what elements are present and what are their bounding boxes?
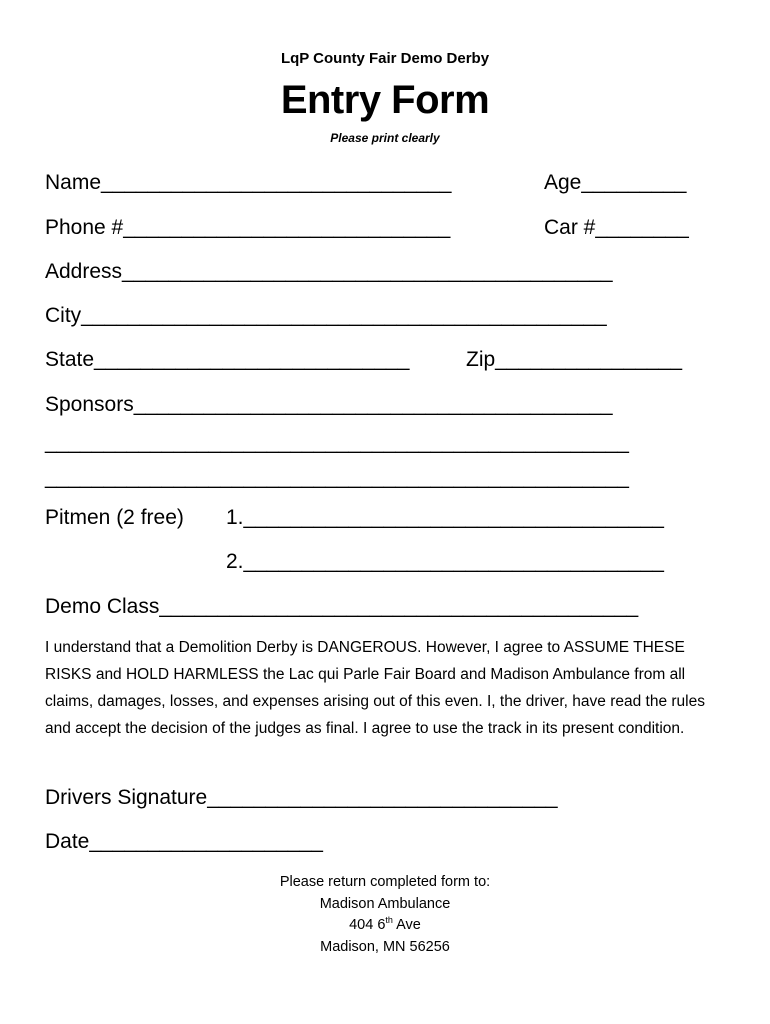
event-name: LqP County Fair Demo Derby xyxy=(280,50,490,67)
footer-street: 404 6th Ave xyxy=(349,915,421,933)
pitmen-label: Pitmen (2 free) xyxy=(45,506,184,529)
car-number-field[interactable]: Car #________ xyxy=(544,216,689,239)
form-title: Entry Form xyxy=(280,78,490,122)
city-field[interactable]: City_____________________________________________ xyxy=(45,304,607,327)
pitman-1-field[interactable]: 1.____________________________________ xyxy=(226,506,664,529)
address-field[interactable]: Address__________________________________________ xyxy=(45,260,613,283)
sponsors-line-2[interactable]: __________________________________________________ xyxy=(45,431,629,454)
state-field[interactable]: State___________________________ xyxy=(45,348,410,371)
name-field[interactable]: Name______________________________ xyxy=(45,171,452,194)
footer-instruction: Please return completed form to: xyxy=(279,874,491,890)
footer-city: Madison, MN 56256 xyxy=(320,939,450,955)
waiver-text: I understand that a Demolition Derby is DANGEROUS. However, I agree to ASSUME THESE RISKS and HOLD HARMLESS the Lac qui Parle Fair Board and Madison Ambulance from all claims, damages, losses, and expenses arising out of this even. I, the driver, have read the rules and accept the decision of the judges as final. I agree to use the track in its present condition. xyxy=(45,639,705,737)
phone-field[interactable]: Phone #____________________________ xyxy=(45,216,451,239)
sponsors-field[interactable]: Sponsors_________________________________________ xyxy=(45,393,613,416)
date-field[interactable]: Date____________________ xyxy=(45,830,323,853)
sponsors-line-3[interactable]: __________________________________________________ xyxy=(45,466,629,489)
footer-organization: Madison Ambulance xyxy=(319,896,451,912)
pitman-2-field[interactable]: 2.____________________________________ xyxy=(226,550,664,573)
demo-class-field[interactable]: Demo Class_________________________________________ xyxy=(45,595,639,618)
zip-field[interactable]: Zip________________ xyxy=(466,348,683,371)
signature-field[interactable]: Drivers Signature______________________________ xyxy=(45,786,558,809)
form-subtitle: Please print clearly xyxy=(330,131,440,145)
age-field[interactable]: Age_________ xyxy=(544,171,687,194)
